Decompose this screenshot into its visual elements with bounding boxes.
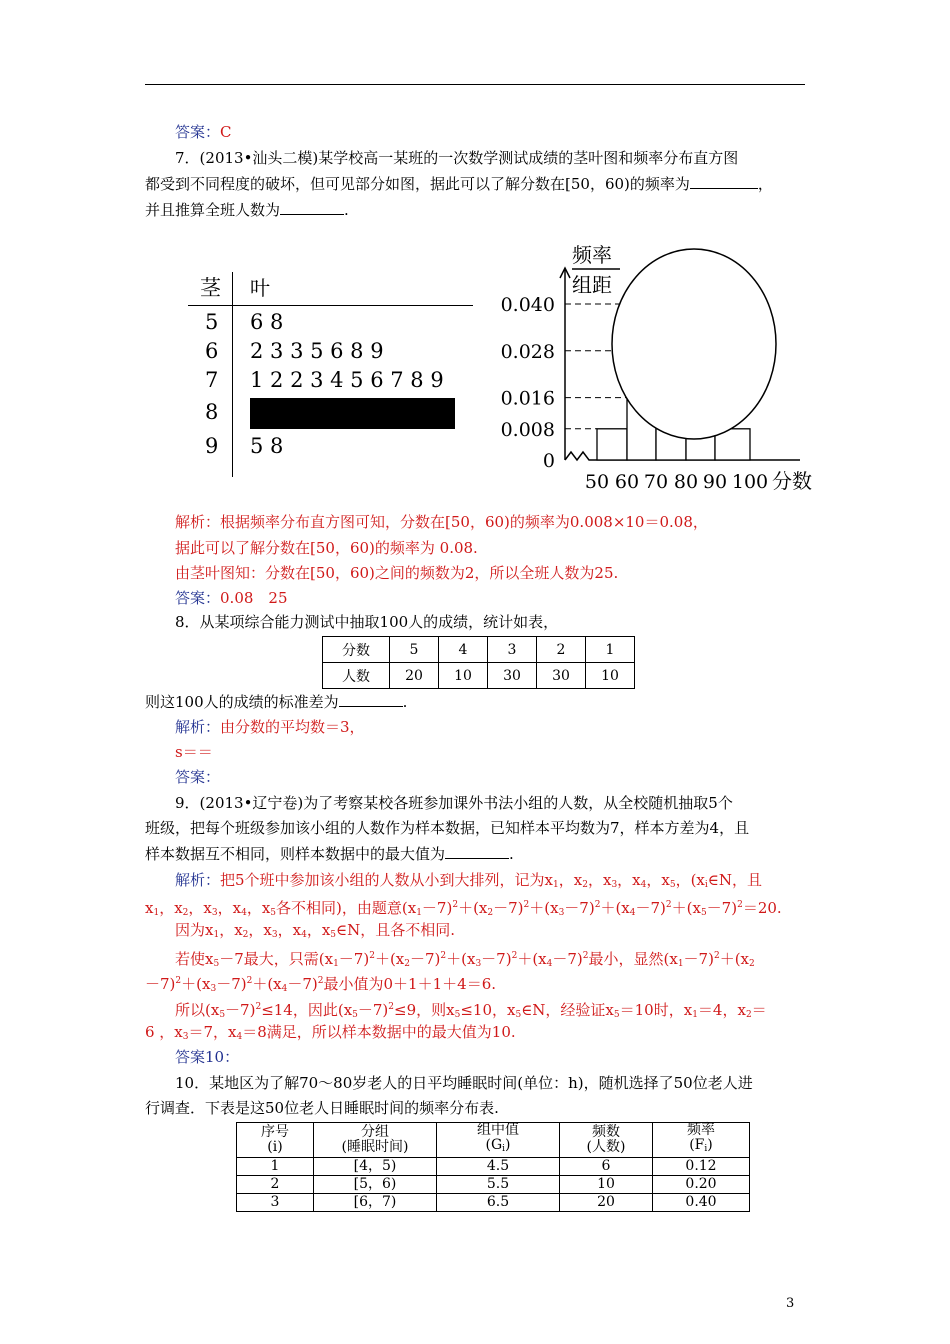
q10-line1: 10．某地区为了解70～80岁老人的日平均睡眠时间(单位：h)，随机选择了50位老人进	[175, 1074, 753, 1092]
q8-line1: 8．从某项综合能力测试中抽取100人的成绩，统计如表，	[175, 613, 559, 631]
sol7-l1: 解析：根据频率分布直方图可知，分数在[50，60)的频率为0.008×10＝0.08，	[175, 513, 708, 531]
table-row	[323, 663, 635, 689]
table-cell: 1	[237, 1158, 314, 1176]
sol9-l1-text: 把5个班中参加该小组的人数从小到大排列，记为$x_1$，$x_2$，$x_3$，$x_4$，$x_5$，($x_i\in N$，且	[220, 871, 763, 890]
table-cell: 分数	[323, 637, 390, 663]
sol7-answer-value: 0.08 25	[220, 589, 288, 607]
sol9-line5: $-7)^2+(x_3-7)^2+(x_4-7)^2$最小值为0＋1＋1＋4＝6.	[145, 975, 497, 994]
q7-line3-text: 并且推算全班人数为	[145, 201, 281, 219]
ylabel-bottom: 组距	[572, 273, 612, 297]
q8-line2-end: .	[402, 693, 408, 711]
header-count: 频数 (人数)	[560, 1123, 653, 1158]
sol9-line6: 所以$(x_5-7)^2\le 14$，因此$(x_5-7)^2\le 9$，则$x_5\le 10$，$x_5\in N$，经验证$x_5=10$时，$x_1=4$，$x_2=$	[175, 1001, 767, 1020]
table-cell: 4	[439, 637, 488, 663]
q7-line3-end: .	[344, 201, 349, 219]
table-cell: 4.5	[437, 1158, 560, 1176]
q7-line2-end: ，	[757, 175, 773, 193]
table-row	[237, 1176, 750, 1194]
sol9-line1	[175, 870, 762, 895]
header-index: 序号 (i)	[237, 1123, 314, 1158]
q9-line2: 班级，把每个班级参加该小组的人数作为样本数据，已知样本平均数为7，样本方差为4，且	[145, 819, 750, 837]
header-midvalue: 组中值 $(G_i)$	[437, 1123, 560, 1158]
q9-blank	[445, 844, 509, 859]
table-cell: [4，5)	[314, 1158, 437, 1176]
histogram-bar	[597, 429, 627, 460]
q7-line1: 7．(2013•汕头二模)某学校高一某班的一次数学测试成绩的茎叶图和频率分布直方图	[175, 149, 739, 167]
x-tick-label: 80	[673, 471, 699, 493]
q8-line2	[145, 692, 407, 712]
q8-sol-line2: s＝＝	[175, 743, 213, 761]
q8-line2-text: 则这100人的成绩的标准差为	[145, 693, 339, 711]
sol7-answer	[175, 588, 288, 608]
table-cell: 10	[586, 663, 635, 689]
leaves-7: 1 2 2 3 4 5 6 7 8 9	[250, 368, 444, 392]
leaves-5: 6 8	[250, 310, 284, 334]
ylabel-top: 频率	[572, 243, 612, 267]
q8-sol-label: 解析：	[175, 718, 221, 736]
q10-line2: 行调查．下表是这50位老人日睡眠时间的频率分布表.	[145, 1099, 499, 1117]
table-cell: 0.20	[653, 1176, 750, 1194]
q10-table	[236, 1122, 750, 1212]
table-cell: 20	[390, 663, 439, 689]
table-cell: 人数	[323, 663, 390, 689]
table-row	[237, 1194, 750, 1212]
q9-line1: 9．(2013•辽宁卷)为了考察某校各班参加课外书法小组的人数，从全校随机抽取5个	[175, 794, 733, 812]
stem-7: 7	[205, 368, 219, 392]
x-tick-label: 90	[702, 471, 728, 493]
stem-header: 茎	[200, 276, 221, 300]
x-axis-label: 分数	[772, 469, 812, 493]
sol7-line1	[175, 512, 708, 532]
table-cell: 10	[560, 1176, 653, 1194]
y-tick-label: 0	[542, 450, 555, 472]
page-number: 3	[786, 1296, 795, 1311]
table-header-row	[237, 1123, 750, 1158]
table-cell: 0.12	[653, 1158, 750, 1176]
y-tick-label: 0.016	[500, 387, 555, 410]
table-cell: 10	[439, 663, 488, 689]
header-group: 分组 (睡眠时间)	[314, 1123, 437, 1158]
table-cell: 6	[560, 1158, 653, 1176]
table-cell: 30	[537, 663, 586, 689]
q8-blank	[339, 692, 403, 707]
leaves-6: 2 3 3 5 6 8 9	[250, 339, 384, 363]
leaves-9: 5 8	[250, 434, 284, 458]
y-tick-label: 0.040	[500, 294, 555, 316]
stem-8: 8	[205, 400, 219, 424]
stem-6: 6	[205, 339, 219, 363]
table-cell: 5	[390, 637, 439, 663]
x-tick-label: 70	[643, 471, 669, 493]
table-row	[237, 1158, 750, 1176]
table-cell: 20	[560, 1194, 653, 1212]
leaf-header: 叶	[250, 276, 270, 300]
table-cell: 5.5	[437, 1176, 560, 1194]
answer-value: C	[220, 123, 232, 141]
table-cell: 2	[237, 1176, 314, 1194]
damage-circle	[612, 249, 776, 439]
table-cell: 2	[537, 637, 586, 663]
answer-label: 答案：	[175, 123, 221, 141]
sol9-line2: $x_1$，$x_2$，$x_3$，$x_4$，$x_5$各不相同)，由题意$(x_1-7)^2+(x_2-7)^2+(x_3-7)^2+(x_4-7)^2+(x_5-7)^2=20$.	[145, 899, 782, 918]
stem-5: 5	[205, 310, 219, 334]
q9-line3	[145, 844, 514, 864]
table-cell: 30	[488, 663, 537, 689]
sol9-line4: 若使$x_5-7$最大，只需$(x_1-7)^2+(x_2-7)^2+(x_3-7)^2+(x_4-7)^2$最小，显然$(x_1-7)^2+(x_2$	[175, 950, 755, 969]
table-row	[323, 637, 635, 663]
table-cell: 0.40	[653, 1194, 750, 1212]
table-cell: 3	[237, 1194, 314, 1212]
q8-sol-line1	[175, 717, 365, 737]
stem-9: 9	[205, 434, 219, 458]
q7-line2-text: 都受到不同程度的破坏，但可见部分如图，据此可以了解分数在[50，60)的频率为	[145, 175, 690, 193]
q8-sol-text: 由分数的平均数＝3，	[220, 718, 365, 736]
x-tick-label: 50	[584, 471, 610, 493]
y-tick-label: 0.008	[500, 418, 555, 441]
header-frequency: 频率 $(F_i)$	[653, 1123, 750, 1158]
sol9-answer: 答案10：	[175, 1048, 240, 1066]
x-tick-label: 60	[614, 471, 640, 493]
sol9-line3: 因为$x_1$，$x_2$，$x_3$，$x_4$，$x_5\in N$，且各不相同.	[175, 921, 456, 940]
q9-line3-end: .	[509, 845, 514, 863]
q8-answer-label: 答案：	[175, 768, 221, 786]
sol7-line2: 据此可以了解分数在[50，60)的频率为 0.08.	[175, 539, 478, 557]
sol9-label: 解析：	[175, 871, 221, 889]
table-cell: [6，7)	[314, 1194, 437, 1212]
q9-line3-text: 样本数据互不相同，则样本数据中的最大值为	[145, 845, 446, 863]
x-tick-label: 100	[731, 471, 769, 493]
sol7-answer-label: 答案：	[175, 589, 221, 607]
table-cell: 6.5	[437, 1194, 560, 1212]
sol9-line7: 6 ，$x_3=7$，$x_4=8$满足，所以样本数据中的最大值为10.	[145, 1023, 516, 1042]
table-cell: [5，6)	[314, 1176, 437, 1194]
y-tick-label: 0.028	[500, 340, 555, 363]
table-cell: 3	[488, 637, 537, 663]
q8-table	[322, 636, 635, 689]
table-cell: 1	[586, 637, 635, 663]
sol7-line3: 由茎叶图知：分数在[50，60)之间的频数为2，所以全班人数为25.	[175, 564, 619, 582]
